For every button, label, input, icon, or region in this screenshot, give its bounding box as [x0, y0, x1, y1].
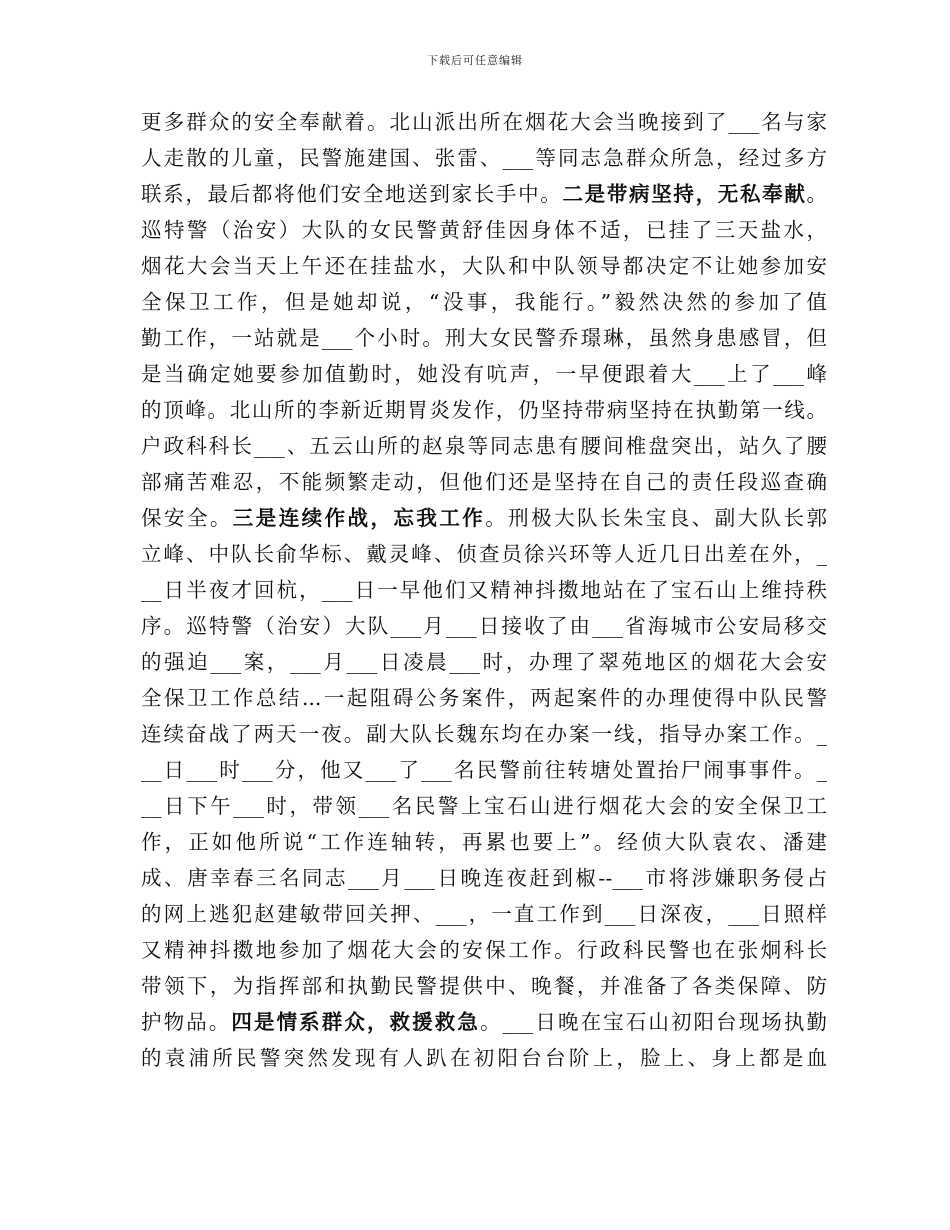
text-line — [141, 356, 827, 392]
body-text-run: 全保卫工作，但是她却说，“没事，我能行。”毅然决然的参加了值 — [141, 290, 827, 314]
text-line — [141, 932, 827, 968]
body-text-run: 又精神抖擞地参加了烟花大会的安保工作。行政科民警也在张炯科长 — [141, 938, 827, 962]
text-line — [141, 608, 827, 644]
bold-heading-text: 四是情系群众，救援救急 — [231, 1010, 480, 1034]
text-line — [141, 824, 827, 860]
document-body — [141, 104, 827, 1076]
bold-heading-text: 二是带病坚持，无私奉献 — [562, 182, 807, 206]
body-text-run: 户政科科长___、五云山所的赵泉等同志患有腰间椎盘突出，站久了腰 — [141, 434, 827, 458]
text-line — [141, 572, 827, 608]
text-line — [141, 896, 827, 932]
text-line — [141, 104, 827, 140]
body-text-run: 作，正如他所说“工作连轴转，再累也要上”。经侦大队袁农、潘建 — [141, 830, 827, 854]
text-line — [141, 716, 827, 752]
text-line — [141, 1004, 827, 1040]
body-text-run: 巡特警（治安）大队的女民警黄舒佳因身体不适，已挂了三天盐水， — [141, 218, 827, 242]
text-line — [141, 212, 827, 248]
text-line — [141, 1040, 827, 1076]
body-text-run: 部痛苦难忍，不能频繁走动，但他们还是坚持在自己的责任段巡查确 — [141, 470, 827, 494]
text-line — [141, 320, 827, 356]
body-text-run: 的袁浦所民警突然发现有人趴在初阳台台阶上，脸上、身上都是血 — [141, 1046, 827, 1070]
body-text-run: 的网上逃犯赵建敏带回关押、___，一直工作到___日深夜，___日照样 — [141, 902, 827, 926]
text-line — [141, 428, 827, 464]
body-text-run: __日半夜才回杭，___日一早他们又精神抖擞地站在了宝石山上维持秩 — [141, 578, 827, 602]
body-text-run: 全保卫工作总结...一起阻碍公务案件，两起案件的办理使得中队民警 — [141, 686, 827, 710]
text-line — [141, 752, 827, 788]
text-line — [141, 392, 827, 428]
text-line — [141, 644, 827, 680]
body-text-run: 的强迫___案，___月___日凌晨___时，办理了翠苑地区的烟花大会安 — [141, 650, 827, 674]
body-text-run: 成、唐幸春三名同志___月___日晚连夜赶到椒--___市将涉嫌职务侵占 — [141, 866, 827, 890]
body-text-run: 勤工作，一站就是___个小时。刑大女民警乔璟琳，虽然身患感冒，但 — [141, 326, 827, 350]
text-line — [141, 284, 827, 320]
body-text-run: 立峰、中队长俞华标、戴灵峰、侦查员徐兴环等人近几日出差在外，_ — [141, 542, 827, 566]
text-line — [141, 464, 827, 500]
text-line — [141, 500, 827, 536]
body-text-run: 是当确定她要参加值勤时，她没有吭声，一早便跟着大___上了___峰 — [141, 362, 827, 386]
text-line — [141, 680, 827, 716]
body-text-run: __日下午___时，带领___名民警上宝石山进行烟花大会的安全保卫工 — [141, 794, 827, 818]
bold-heading-text: 三是连续作战，忘我工作 — [232, 506, 486, 530]
text-line — [141, 968, 827, 1004]
text-line — [141, 140, 827, 176]
body-text-run: 带领下，为指挥部和执勤民警提供中、晚餐，并准备了各类保障、防 — [141, 974, 827, 998]
body-text-run: __日___时___分，他又___了___名民警前往转塘处置抬尸闹事事件。_ — [141, 758, 827, 782]
body-text-run: 。 — [806, 182, 828, 206]
body-text-run: 。___日晚在宝石山初阳台现场执勤 — [479, 1010, 828, 1034]
text-line — [141, 248, 827, 284]
text-line — [141, 176, 827, 212]
body-text-run: 联系，最后都将他们安全地送到家长手中。 — [141, 182, 563, 206]
body-text-run: 更多群众的安全奉献着。北山派出所在烟花大会当晚接到了___名与家 — [141, 110, 827, 134]
body-text-run: 保安全。 — [141, 506, 233, 530]
body-text-run: 护物品。 — [141, 1010, 232, 1034]
text-line — [141, 788, 827, 824]
body-text-run: 序。巡特警（治安）大队___月___日接收了由___省海城市公安局移交 — [141, 614, 827, 638]
text-line — [141, 860, 827, 896]
body-text-run: 。刑极大队长朱宝良、副大队长郭 — [485, 506, 828, 530]
text-line — [141, 536, 827, 572]
body-text-run: 人走散的儿童，民警施建国、张雷、___等同志急群众所急，经过多方 — [141, 146, 827, 170]
body-text-run: 烟花大会当天上午还在挂盐水，大队和中队领导都决定不让她参加安 — [141, 254, 827, 278]
page-header: 下载后可任意编辑 — [427, 54, 523, 67]
body-text-run: 连续奋战了两天一夜。副大队长魏东均在办案一线，指导办案工作。_ — [141, 722, 827, 746]
body-text-run: 的顶峰。北山所的李新近期胃炎发作，仍坚持带病坚持在执勤第一线。 — [141, 398, 827, 422]
